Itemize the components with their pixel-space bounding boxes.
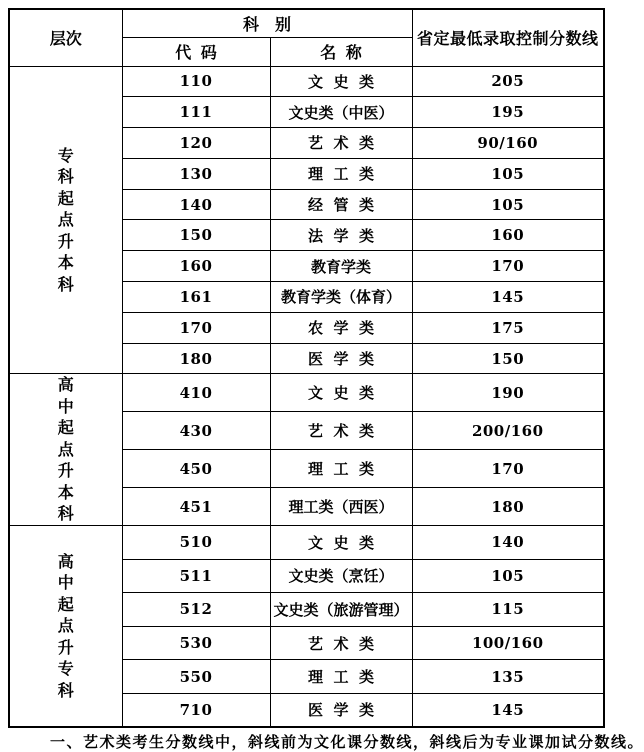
name-cell: 艺 术 类 <box>270 128 412 159</box>
score-cell: 115 <box>412 593 604 627</box>
code-cell: 170 <box>122 312 270 343</box>
name-cell: 文史类（中医） <box>270 97 412 128</box>
name-cell: 教育学类（体育） <box>270 282 412 313</box>
name-cell: 经 管 类 <box>270 189 412 220</box>
code-cell: 140 <box>122 189 270 220</box>
score-cell: 105 <box>412 189 604 220</box>
header-name: 名 称 <box>270 37 412 66</box>
code-cell: 550 <box>122 660 270 694</box>
code-cell: 130 <box>122 158 270 189</box>
header-level: 层次 <box>9 9 122 66</box>
name-cell: 文 史 类 <box>270 66 412 97</box>
level-label: 高中起点升本科 <box>57 375 74 524</box>
table-header <box>9 9 604 66</box>
code-cell: 180 <box>122 343 270 374</box>
score-cell: 170 <box>412 450 604 488</box>
name-cell: 文史类（旅游管理） <box>270 593 412 627</box>
score-cell: 160 <box>412 220 604 251</box>
level-label-cell <box>9 525 122 727</box>
name-cell: 理工类（西医） <box>270 488 412 526</box>
name-cell: 理 工 类 <box>270 450 412 488</box>
level-label-cell <box>9 374 122 526</box>
name-cell: 医 学 类 <box>270 693 412 727</box>
header-code: 代 码 <box>122 37 270 66</box>
score-cell: 150 <box>412 343 604 374</box>
section-gaozhong-qidian-zhuanke <box>9 525 604 727</box>
score-cell: 100/160 <box>412 626 604 660</box>
name-cell: 理 工 类 <box>270 660 412 694</box>
score-cell: 135 <box>412 660 604 694</box>
score-cell: 180 <box>412 488 604 526</box>
name-cell: 医 学 类 <box>270 343 412 374</box>
clipped-note-line: 一、艺术类考生分数线中，斜线前为文化课分数线，斜线后为专业课加试分数线。 <box>50 733 644 751</box>
code-cell: 510 <box>122 525 270 559</box>
name-cell: 法 学 类 <box>270 220 412 251</box>
table-row <box>9 374 604 412</box>
level-label: 高中起点升专科 <box>57 551 74 700</box>
section-gaozhong-qidian-benke <box>9 374 604 526</box>
name-cell: 文 史 类 <box>270 525 412 559</box>
code-cell: 150 <box>122 220 270 251</box>
code-cell: 512 <box>122 593 270 627</box>
score-cell: 145 <box>412 693 604 727</box>
header-subject-group: 科 别 <box>122 9 412 37</box>
table-row <box>9 66 604 97</box>
level-label-cell <box>9 66 122 374</box>
score-cell: 175 <box>412 312 604 343</box>
name-cell: 教育学类 <box>270 251 412 282</box>
code-cell: 161 <box>122 282 270 313</box>
section-zhuanke-qidian-benke <box>9 66 604 374</box>
score-cell: 170 <box>412 251 604 282</box>
name-cell: 艺 术 类 <box>270 626 412 660</box>
score-cell: 190 <box>412 374 604 412</box>
code-cell: 710 <box>122 693 270 727</box>
score-cell: 105 <box>412 158 604 189</box>
name-cell: 农 学 类 <box>270 312 412 343</box>
name-cell: 文 史 类 <box>270 374 412 412</box>
code-cell: 530 <box>122 626 270 660</box>
code-cell: 111 <box>122 97 270 128</box>
admission-score-table <box>8 8 605 728</box>
code-cell: 430 <box>122 412 270 450</box>
score-cell: 145 <box>412 282 604 313</box>
code-cell: 110 <box>122 66 270 97</box>
table-row <box>9 525 604 559</box>
code-cell: 451 <box>122 488 270 526</box>
score-cell: 105 <box>412 559 604 593</box>
code-cell: 511 <box>122 559 270 593</box>
code-cell: 120 <box>122 128 270 159</box>
level-label: 专科起点升本科 <box>57 145 74 294</box>
score-cell: 90/160 <box>412 128 604 159</box>
code-cell: 410 <box>122 374 270 412</box>
code-cell: 160 <box>122 251 270 282</box>
score-cell: 195 <box>412 97 604 128</box>
header-score-line: 省定最低录取控制分数线 <box>412 9 604 66</box>
score-cell: 200/160 <box>412 412 604 450</box>
score-cell: 205 <box>412 66 604 97</box>
name-cell: 理 工 类 <box>270 158 412 189</box>
code-cell: 450 <box>122 450 270 488</box>
score-cell: 140 <box>412 525 604 559</box>
name-cell: 文史类（烹饪） <box>270 559 412 593</box>
name-cell: 艺 术 类 <box>270 412 412 450</box>
